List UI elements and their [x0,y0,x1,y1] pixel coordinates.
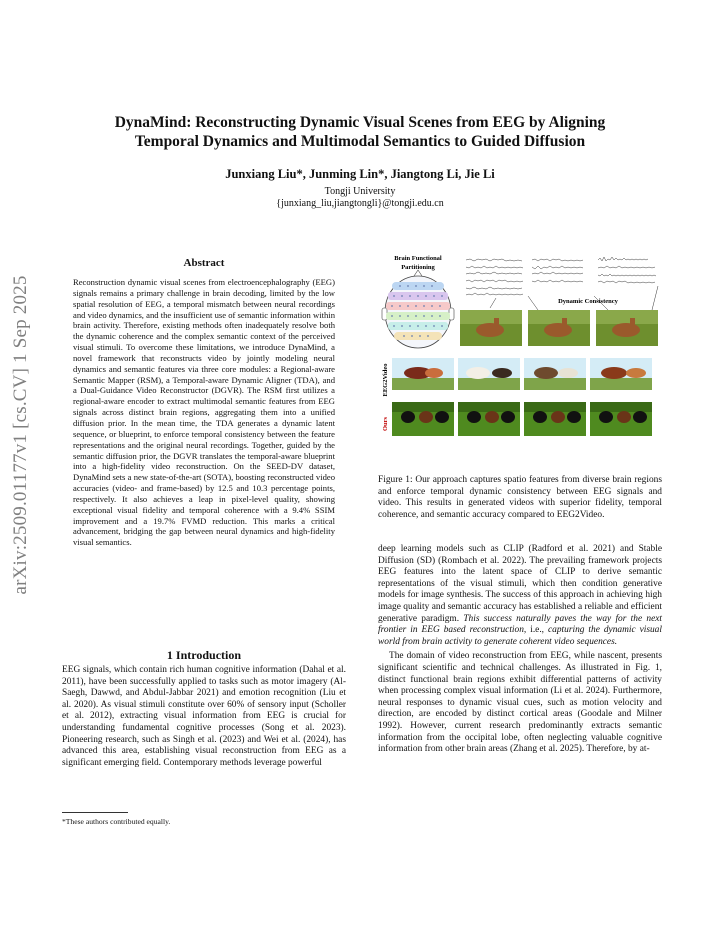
intro-p2-b: This success naturally paves the way for the next frontier in EEG based reconstruction, [378,613,662,636]
intro-p2-a: deep learning models such as CLIP (Radford et al. 2021) and Stable Diffusion (SD) (Rombach et al. 2022). The prevailing framework projects EEG features into the latent space of CLIP to derive semantic representations of the visual stimuli, which then condition generative models for image synthesis. The success of this approach in achieving high image quality and semantic accuracy has established a reliable and efficient generative paradigm. [378,544,662,624]
arxiv-id: arXiv:2509.01177v1 [cs.CV] 1 Sep 2025 [10,275,31,595]
email: {junxiang_liu,jiangtongli}@tongji.edu.cn [276,198,444,209]
footnote-rule [62,812,128,813]
ours-frames-row [392,402,652,436]
label-ours: Ours [382,416,389,432]
paper-title [80,113,640,151]
title-line-1: DynaMind: Reconstructing Dynamic Visual Scenes from EEG by Aligning [114,114,606,131]
arxiv-stamp [6,200,36,670]
eeg-signal-group-2 [532,259,583,282]
title-line-2: Temporal Dynamics and Multimodal Semantics to Guided Diffusion [134,133,586,150]
authors: Junxiang Liu*, Junming Lin*, Jiangtong Li, Jie Li [225,167,495,181]
stimulus-frames-row [460,310,658,346]
eeg2video-frames-row [392,358,652,390]
brain-head-icon [382,270,454,348]
affiliation: Tongji University [324,186,396,197]
abstract-text: Reconstruction dynamic visual scenes from electroencephalography (EEG) signals remains a primary challenge in brain decoding, limited by the low spatial resolution of EEG, a temporal mismatch between neural recordings and video dynamics, and the insufficient use of semantic information within brain activity. Therefore, existing methods often inadequately resolve both the dynamic coherence and the complex semantic context of the perceived visual stimuli. To overcome these limitations, we introduce DynaMind, a novel framework that reconstructs video by jointly modeling neural dynamics and semantic features via three core modules: a Regional-aware Semantic Mapper (RSM), a Temporal-aware Dynamic Aligner (TDA), and a Dual-Guidance Video Reconstructor (DGVR). The RSM first utilizes a regional-aware encoder to extract multimodal semantic features from EEG signals across distinct brain regions, aggregating them into a unified diffusion prior. In the mean time, the TDA generates a dynamic latent sequence, or blueprint, to enforce temporal consistency between the feature representations and the original neural recordings. Together, guided by the semantic diffusion prior, the DGVR translates the temporal-aware blueprint into a high-fidelity video reconstruction. On the SEED-DV dataset, DynaMind sets a new state-of-the-art (SOTA), boosting reconstructed video accuracies (video- and frame-based) by 12.5 and 10.3 percentage points, respectively. It also achieves a leap in pixel-level quality, showing exceptional visual fidelity and temporal coherence with a 9.4% SSIM improvement and a 19.7% FVMD reduction. This marks a critical advancement, bridging the gap between neural dynamics and high-fidelity visual semantics. [73,277,335,548]
figure-1-graphic [378,252,662,466]
section-heading-introduction: 1 Introduction [166,648,242,662]
intro-p3: The domain of video reconstruction from EEG, while nascent, presents significant scientific and technical challenges. As illustrated in Fig. 1, distinct functional brain regions exhibit differential patterns of activity when processing complex visual information (Li et al. 2024). Furthermore, neural responses to dynamic visual cues, such as motion velocity and direction, are encoded by distinct cortical areas (Goodale and Milner 1992). However, current research predominantly extracts semantic information from the occipital lobe, often neglecting valuable cognitive information from other brain areas (Zhang et al. 2025). Therefore, by at- [378,651,662,755]
eeg-signal-group-3 [598,257,656,283]
figure-1-caption: Figure 1: Our approach captures spatio features from diverse brain regions and enforce temporal dynamic consistency between EEG signals and video. This results in generated videos with superior fidelity, temporal coherence, and semantic accuracy compared to EEG2Video. [378,475,662,520]
intro-p2-c: i.e., [526,625,548,636]
abstract-heading: Abstract [183,257,225,269]
eeg-signal-group-1 [466,259,523,295]
intro-p2-d: capturing the dynamic visual world from brain activity to generate coherent video sequences. [378,625,662,647]
label-consistency: Dynamic Consistency [558,298,618,305]
label-partition-1: Brain Functional [394,255,442,262]
intro-p1: EEG signals, which contain rich human cognitive information (Dahal et al. 2011), have been successfully applied to tasks such as motor imagery (Al-Saegh, Dawwd, and Abdul-Jabbar 2021) and emotion recognition (Liu et al. 2020). As visual stimuli constitute over 60% of sensory input (Scholler et al. 2012), extracting visual information from EEG is crucial for understanding fundamental cognitive processes (Song et al. 2023). Pioneering research, such as Singh et al. (2023) and Wei et al. (2024), has advanced this area, establishing visual reconstruction from EEG as a significant emerging field. Contemporary methods leverage powerful [62,665,346,768]
intro-right-column [378,544,662,756]
label-partition-2: Partitioning [401,264,435,271]
affiliation-block [80,186,640,210]
footnote: *These authors contributed equally. [62,817,171,826]
intro-p2 [378,544,662,648]
intro-paragraph-1 [62,665,346,769]
label-eeg2video: EEG2Video [382,363,389,397]
figure-1 [378,252,662,466]
